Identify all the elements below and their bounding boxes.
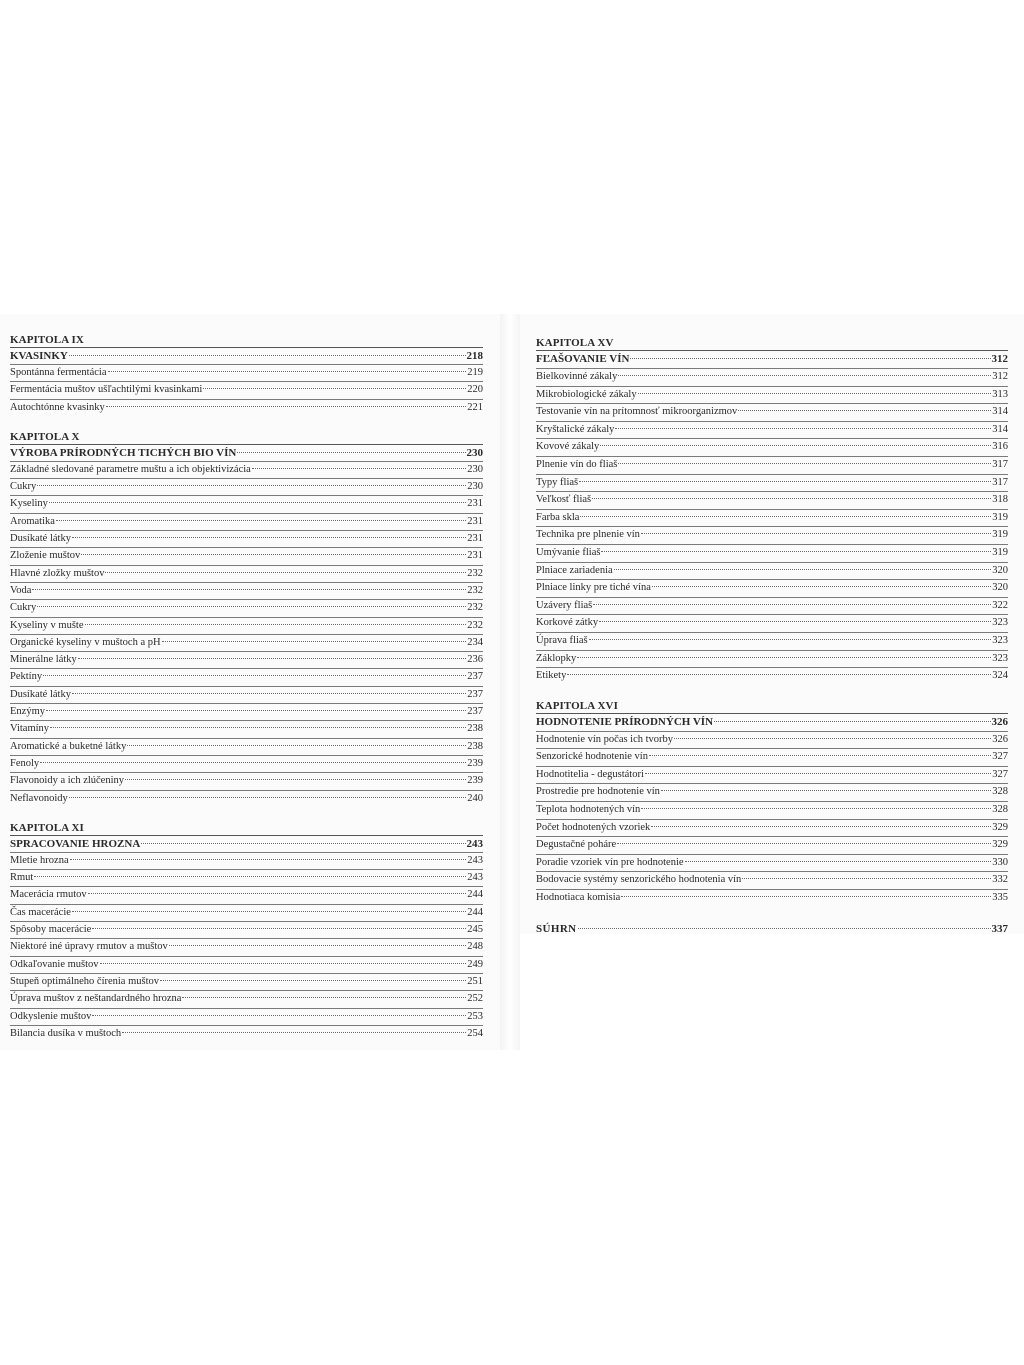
entry-page-number: 252 — [467, 993, 483, 1005]
summary-entry — [536, 921, 1008, 937]
toc-entry — [536, 579, 1008, 597]
dot-leader — [577, 656, 991, 658]
dot-leader — [592, 497, 991, 499]
entry-page-number: 314 — [992, 406, 1008, 418]
entry-page-number: 316 — [992, 441, 1008, 453]
entry-page-number: 237 — [467, 706, 483, 718]
entry-title: Bodovacie systémy senzorického hodnotenia vín — [536, 874, 742, 886]
toc-entry — [536, 438, 1008, 456]
entry-title: Testovanie vín na prítomnosť mikroorganizmov — [536, 406, 738, 418]
entry-page-number: 251 — [467, 975, 483, 987]
dot-leader — [49, 501, 466, 503]
toc-entry — [10, 686, 483, 703]
entry-title: Plniace linky pre tiché vína — [536, 582, 651, 594]
entry-title: Voda — [10, 584, 32, 596]
dot-leader — [252, 467, 466, 469]
chapter-title: SPRACOVANIE HROZNA — [10, 837, 141, 850]
dot-leader — [614, 568, 992, 570]
dot-leader — [81, 553, 466, 555]
entry-page-number: 254 — [467, 1027, 483, 1039]
chapter-title: HODNOTENIE PRÍRODNÝCH VÍN — [536, 715, 714, 728]
toc-entry — [10, 599, 483, 616]
entry-page-number: 319 — [992, 546, 1008, 558]
dot-leader — [141, 842, 465, 844]
toc-entry — [10, 651, 483, 668]
entry-title: Úprava fliaš — [536, 634, 588, 646]
summary-page-number: 337 — [991, 922, 1008, 935]
entry-page-number: 322 — [992, 599, 1008, 611]
entry-page-number: 326 — [992, 733, 1008, 745]
toc-entry — [10, 790, 483, 807]
entry-title: Dusíkaté látky — [10, 688, 71, 700]
toc-entry — [10, 755, 483, 772]
entry-page-number: 329 — [992, 821, 1008, 833]
chapter-title-row — [10, 347, 483, 364]
entry-page-number: 237 — [467, 671, 483, 683]
toc-chapter — [10, 821, 483, 1042]
toc-chapter — [10, 333, 483, 416]
toc-entry — [10, 547, 483, 564]
dot-leader — [162, 640, 467, 642]
entry-title: Enzýmy — [10, 706, 45, 718]
entry-page-number: 253 — [467, 1010, 483, 1022]
dot-leader — [37, 605, 466, 607]
entry-title: Aromatika — [10, 515, 55, 527]
entry-title: Vitamíny — [10, 723, 50, 735]
dot-leader — [580, 515, 991, 517]
toc-entry — [10, 381, 483, 398]
toc-entry — [10, 582, 483, 599]
entry-title: Pektíny — [10, 671, 43, 683]
entry-title: Plniace zariadenia — [536, 564, 613, 576]
entry-page-number: 243 — [467, 872, 483, 884]
dot-leader — [578, 927, 991, 929]
dot-leader — [34, 875, 466, 877]
entry-title: Dusíkaté látky — [10, 533, 71, 545]
dot-leader — [92, 1014, 466, 1016]
toc-entry — [536, 871, 1008, 889]
entry-title: Korkové zátky — [536, 617, 599, 629]
entry-page-number: 320 — [992, 582, 1008, 594]
entry-title: Cukry — [10, 602, 37, 614]
entry-title: Kryštalické zákaly — [536, 423, 615, 435]
entry-title: Senzorické hodnotenie vín — [536, 751, 648, 763]
entry-title: Farba skla — [536, 511, 580, 523]
dot-leader — [46, 709, 466, 711]
dot-leader — [674, 737, 991, 739]
entry-page-number: 234 — [467, 636, 483, 648]
dot-leader — [593, 603, 991, 605]
chapter-title: KVASINKY — [10, 350, 68, 362]
entry-page-number: 244 — [467, 906, 483, 918]
entry-title: Spontánna fermentácia — [10, 367, 107, 378]
entry-title: Fermentácia muštov ušľachtilými kvasinkami — [10, 384, 203, 396]
toc-entry — [536, 368, 1008, 386]
dot-leader — [618, 462, 991, 464]
entry-page-number: 323 — [992, 617, 1008, 629]
dot-leader — [69, 796, 467, 798]
entry-title: Uzávery fliaš — [536, 599, 593, 611]
dot-leader — [160, 979, 466, 981]
dot-leader — [589, 638, 992, 640]
summary-title: SÚHRN — [536, 922, 577, 935]
toc-entry — [10, 869, 483, 886]
entry-title: Hlavné zložky muštov — [10, 567, 105, 579]
dot-leader — [40, 761, 466, 763]
entry-title: Kovové zákaly — [536, 441, 600, 453]
dot-leader — [579, 480, 991, 482]
chapter-title-row — [536, 713, 1008, 731]
toc-entry — [536, 889, 1008, 907]
toc-entry — [10, 1025, 483, 1042]
entry-page-number: 219 — [467, 367, 483, 378]
entry-title: Kyseliny — [10, 498, 48, 510]
entry-title: Minerálne látky — [10, 654, 77, 666]
entry-page-number: 327 — [992, 768, 1008, 780]
toc-entry — [536, 854, 1008, 872]
entry-page-number: 239 — [467, 757, 483, 769]
entry-page-number: 230 — [467, 463, 483, 475]
right-toc-column — [536, 336, 1008, 937]
toc-entry — [10, 513, 483, 530]
entry-page-number: 231 — [467, 498, 483, 510]
entry-page-number: 232 — [467, 602, 483, 614]
entry-title: Niektoré iné úpravy rmutov a muštov — [10, 941, 168, 953]
entry-page-number: 319 — [992, 511, 1008, 523]
entry-title: Hodnotenie vín počas ich tvorby — [536, 733, 674, 745]
entry-page-number: 318 — [992, 494, 1008, 506]
dot-leader — [88, 892, 467, 894]
entry-title: Rmut — [10, 872, 34, 884]
chapter-title: VÝROBA PRÍRODNÝCH TICHÝCH BIO VÍN — [10, 446, 237, 459]
entry-page-number: 240 — [467, 792, 483, 804]
entry-title: Počet hodnotených vzoriek — [536, 821, 651, 833]
toc-entry — [536, 748, 1008, 766]
toc-entry — [10, 973, 483, 990]
dot-leader — [652, 585, 991, 587]
toc-entry — [10, 703, 483, 720]
entry-title: Autochtónne kvasinky — [10, 401, 105, 413]
entry-page-number: 313 — [992, 388, 1008, 400]
dot-leader — [127, 744, 466, 746]
toc-entry — [10, 738, 483, 755]
entry-page-number: 314 — [992, 423, 1008, 435]
chapter-number: KAPITOLA XVI — [536, 699, 618, 712]
entry-title: Fenoly — [10, 757, 40, 769]
chapter-title-row — [10, 444, 483, 461]
entry-title: Mikrobiologické zákaly — [536, 388, 637, 400]
entry-page-number: 231 — [467, 515, 483, 527]
entry-page-number: 232 — [467, 584, 483, 596]
toc-entry — [10, 904, 483, 921]
dot-leader — [32, 588, 466, 590]
entry-page-number: 327 — [992, 751, 1008, 763]
toc-entry — [10, 495, 483, 512]
toc-entry — [10, 720, 483, 737]
toc-entry — [10, 921, 483, 938]
dot-leader — [203, 387, 466, 389]
toc-entry — [10, 668, 483, 685]
dot-leader — [630, 357, 990, 359]
toc-entry — [10, 990, 483, 1007]
dot-leader — [641, 807, 991, 809]
dot-leader — [600, 444, 991, 446]
entry-page-number: 323 — [992, 634, 1008, 646]
entry-title: Poradie vzoriek vín pre hodnotenie — [536, 856, 684, 868]
chapter-number: KAPITOLA XI — [10, 821, 84, 834]
dot-leader — [43, 674, 466, 676]
dot-leader — [237, 451, 465, 453]
chapter-number: KAPITOLA XV — [536, 337, 614, 349]
entry-title: Veľkosť fliaš — [536, 494, 592, 506]
toc-entry — [536, 509, 1008, 527]
entry-title: Plnenie vín do fliaš — [536, 458, 618, 470]
entry-page-number: 237 — [467, 688, 483, 700]
book-gutter — [500, 314, 520, 1050]
entry-title: Umývanie fliaš — [536, 546, 601, 558]
entry-title: Čas macerácie — [10, 906, 71, 918]
dot-leader — [182, 996, 466, 998]
entry-page-number: 220 — [467, 384, 483, 396]
dot-leader — [615, 427, 991, 429]
dot-leader — [72, 910, 466, 912]
entry-title: Záklopky — [536, 652, 577, 664]
entry-title: Zloženie muštov — [10, 550, 81, 562]
entry-page-number: 239 — [467, 775, 483, 787]
entry-title: Macerácia rmutov — [10, 889, 87, 901]
entry-page-number: 312 — [992, 371, 1008, 382]
toc-entry — [536, 801, 1008, 819]
entry-title: Úprava muštov z neštandardného hrozna — [10, 993, 182, 1005]
entry-title: Prostredie pre hodnotenie vín — [536, 786, 660, 798]
dot-leader — [714, 720, 990, 722]
toc-entry — [536, 632, 1008, 650]
entry-title: Stupeň optimálneho čírenia muštov — [10, 975, 160, 987]
chapter-page-number: 230 — [466, 446, 483, 459]
toc-entry — [536, 819, 1008, 837]
dot-leader — [69, 354, 466, 356]
entry-title: Mletie hrozna — [10, 854, 69, 866]
entry-title: Organické kyseliny v muštoch a pH — [10, 636, 161, 648]
dot-leader — [617, 842, 991, 844]
toc-entry — [10, 461, 483, 478]
entry-page-number: 244 — [467, 889, 483, 901]
toc-entry — [536, 667, 1008, 685]
entry-page-number: 232 — [467, 619, 483, 631]
toc-entry — [536, 526, 1008, 544]
entry-page-number: 245 — [467, 924, 483, 936]
entry-title: Odkaľovanie muštov — [10, 958, 99, 970]
toc-entry — [10, 478, 483, 495]
chapter-number: KAPITOLA IX — [10, 334, 84, 346]
entry-page-number: 238 — [467, 723, 483, 735]
chapter-title: FĽAŠOVANIE VÍN — [536, 353, 630, 365]
entry-page-number: 249 — [467, 958, 483, 970]
toc-entry — [536, 562, 1008, 580]
entry-page-number: 319 — [992, 529, 1008, 541]
entry-title: Bielkovinné zákaly — [536, 371, 618, 382]
toc-entry — [10, 634, 483, 651]
dot-leader — [649, 754, 991, 756]
entry-title: Aromatické a buketné látky — [10, 740, 127, 752]
toc-entry — [10, 399, 483, 416]
toc-entry — [10, 772, 483, 789]
dot-leader — [169, 944, 466, 946]
toc-entry — [10, 364, 483, 381]
dot-leader — [106, 405, 466, 407]
toc-entry — [536, 836, 1008, 854]
dot-leader — [638, 392, 992, 394]
entry-title: Etikety — [536, 670, 567, 682]
entry-title: Technika pre plnenie vín — [536, 529, 640, 541]
toc-entry — [536, 783, 1008, 801]
chapter-page-number: 312 — [991, 353, 1008, 365]
entry-title: Odkyslenie muštov — [10, 1010, 92, 1022]
toc-entry — [536, 731, 1008, 749]
toc-entry — [536, 491, 1008, 509]
entry-title: Teplota hodnotených vín — [536, 804, 641, 816]
dot-leader — [122, 1031, 466, 1033]
dot-leader — [72, 692, 466, 694]
toc-entry — [10, 956, 483, 973]
toc-entry — [536, 403, 1008, 421]
dot-leader — [618, 374, 991, 376]
entry-page-number: 230 — [467, 481, 483, 493]
dot-leader — [601, 550, 991, 552]
entry-title: Hodnotitelia - degustátori — [536, 768, 644, 780]
entry-page-number: 317 — [992, 476, 1008, 488]
dot-leader — [661, 789, 991, 791]
dot-leader — [72, 536, 466, 538]
entry-title: Kyseliny v mušte — [10, 619, 84, 631]
dot-leader — [92, 927, 466, 929]
dot-leader — [125, 778, 466, 780]
left-toc-column — [10, 333, 483, 1056]
dot-leader — [78, 657, 466, 659]
entry-title: Neflavonoidy — [10, 792, 68, 804]
dot-leader — [641, 532, 991, 534]
entry-page-number: 320 — [992, 564, 1008, 576]
dot-leader — [56, 519, 466, 521]
toc-entry — [10, 617, 483, 634]
dot-leader — [742, 877, 991, 879]
dot-leader — [85, 623, 467, 625]
toc-chapter — [10, 430, 483, 807]
entry-title: Degustačné poháre — [536, 839, 617, 851]
entry-title: Spôsoby macerácie — [10, 924, 92, 936]
entry-page-number: 238 — [467, 740, 483, 752]
dot-leader — [108, 370, 467, 372]
dot-leader — [651, 825, 991, 827]
chapter-title-row — [10, 835, 483, 852]
dot-leader — [37, 484, 466, 486]
entry-page-number: 324 — [992, 670, 1008, 682]
toc-entry — [536, 456, 1008, 474]
toc-entry — [536, 421, 1008, 439]
entry-page-number: 317 — [992, 458, 1008, 470]
chapter-page-number: 326 — [991, 715, 1008, 728]
entry-page-number: 221 — [467, 401, 483, 413]
entry-page-number: 328 — [992, 804, 1008, 816]
toc-entry — [536, 597, 1008, 615]
entry-page-number: 232 — [467, 567, 483, 579]
toc-entry — [536, 544, 1008, 562]
dot-leader — [70, 858, 467, 860]
toc-entry — [10, 565, 483, 582]
entry-title: Základné sledované parametre muštu a ich objektivizácia — [10, 463, 251, 475]
toc-entry — [10, 938, 483, 955]
dot-leader — [621, 895, 991, 897]
toc-entry — [10, 530, 483, 547]
entry-page-number: 231 — [467, 550, 483, 562]
dot-leader — [100, 962, 467, 964]
entry-page-number: 330 — [992, 856, 1008, 868]
chapter-page-number: 218 — [466, 350, 483, 362]
toc-entry — [10, 852, 483, 869]
entry-title: Cukry — [10, 481, 37, 493]
dot-leader — [645, 772, 991, 774]
entry-page-number: 335 — [992, 892, 1008, 904]
entry-page-number: 243 — [467, 854, 483, 866]
entry-title: Typy fliaš — [536, 476, 579, 488]
entry-title: Hodnotiaca komisia — [536, 892, 621, 904]
toc-chapter — [536, 699, 1008, 907]
chapter-number: KAPITOLA X — [10, 430, 80, 443]
toc-entry — [10, 1008, 483, 1025]
dot-leader — [599, 620, 991, 622]
toc-entry — [536, 650, 1008, 668]
toc-entry — [536, 614, 1008, 632]
toc-entry — [536, 766, 1008, 784]
entry-page-number: 323 — [992, 652, 1008, 664]
toc-entry — [536, 474, 1008, 492]
entry-title: Bilancia dusíka v muštoch — [10, 1027, 122, 1039]
toc-chapter — [536, 336, 1008, 685]
entry-page-number: 329 — [992, 839, 1008, 851]
entry-page-number: 332 — [992, 874, 1008, 886]
entry-title: Flavonoidy a ich zlúčeniny — [10, 775, 125, 787]
dot-leader — [567, 673, 991, 675]
dot-leader — [738, 409, 991, 411]
toc-entry — [536, 386, 1008, 404]
dot-leader — [105, 571, 466, 573]
entry-page-number: 248 — [467, 941, 483, 953]
entry-page-number: 231 — [467, 533, 483, 545]
chapter-title-row — [536, 350, 1008, 368]
dot-leader — [50, 726, 466, 728]
entry-page-number: 328 — [992, 786, 1008, 798]
toc-entry — [10, 886, 483, 903]
chapter-page-number: 243 — [466, 837, 483, 850]
entry-page-number: 236 — [467, 654, 483, 666]
dot-leader — [685, 860, 992, 862]
